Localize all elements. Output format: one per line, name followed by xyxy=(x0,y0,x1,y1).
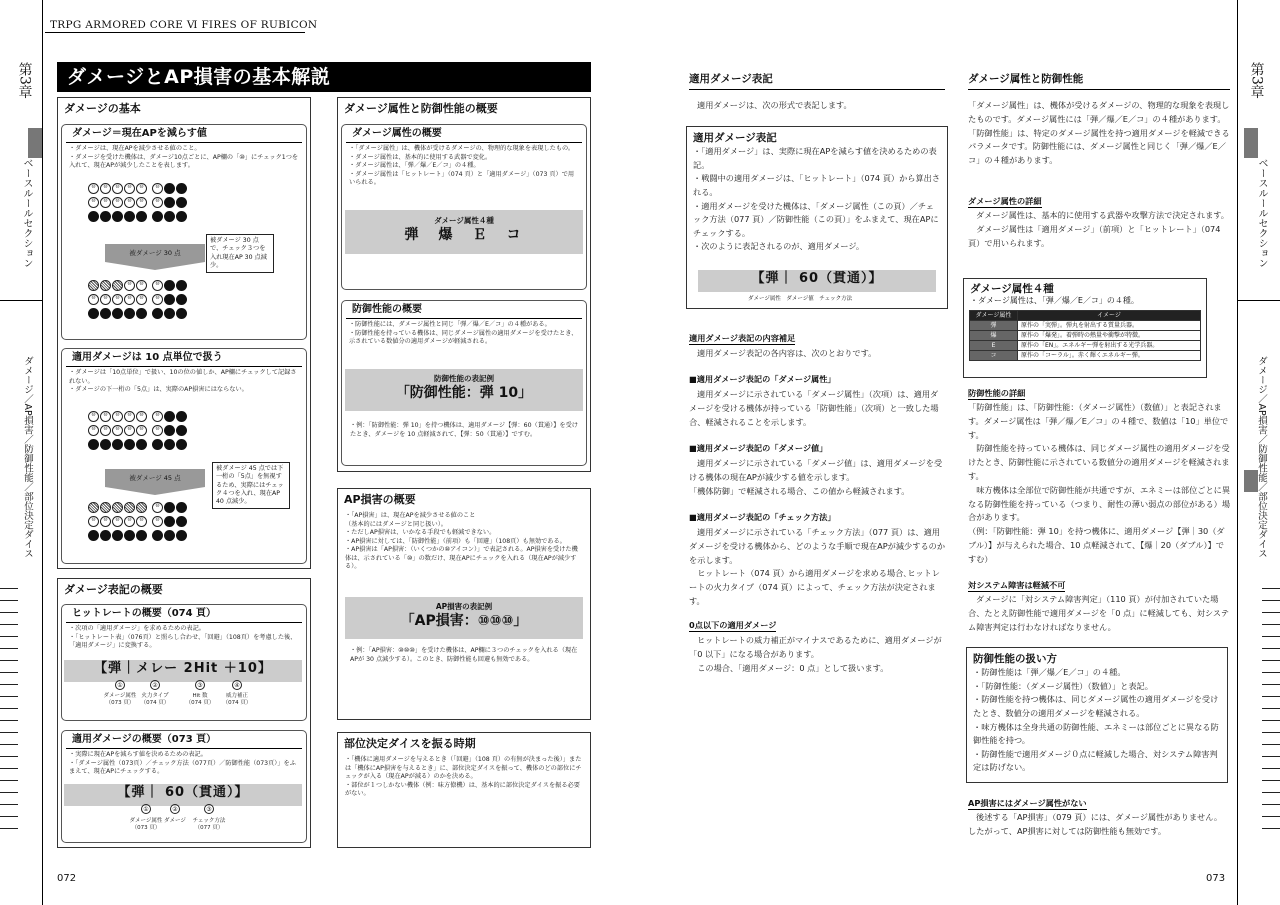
ap-circle-filled xyxy=(176,280,187,291)
section-label-right: ベースルールセクション xyxy=(1256,158,1267,268)
ap-circle-filled xyxy=(176,502,187,513)
attr-key: 弾 xyxy=(970,320,1018,330)
label-caption: ダメージ xyxy=(164,818,186,824)
ap-circle: ⑩ xyxy=(124,280,135,291)
ap-circle: ⑩ xyxy=(152,425,163,436)
ap-circle: ⑩ xyxy=(136,197,147,208)
r2-sub4-text: 後述する「AP損害」（079 頁）には、ダメージ属性がありません。したがって、AP損害に対しては防御性能も無効です。 xyxy=(968,812,1223,836)
ap-circle-filled xyxy=(136,530,147,541)
attr-desc: 原作の「EN」。エネルギー弾を射出する光学兵器。 xyxy=(1018,340,1201,350)
defense-example-label: 防御性能の表記例 xyxy=(434,374,494,383)
part-dice-panel xyxy=(337,732,591,848)
ten-point-card-title: 適用ダメージは 10 点単位で扱う xyxy=(66,349,302,367)
r1-box-example xyxy=(698,270,936,292)
attr-table-head-0: ダメージ属性 xyxy=(970,310,1018,320)
ap-circle-filled xyxy=(88,439,99,450)
ap-circle-filled xyxy=(164,294,175,305)
ap-circle-filled xyxy=(176,308,187,319)
ap-circle-filled xyxy=(164,516,175,527)
r2-box xyxy=(966,647,1228,783)
ap-circle-filled xyxy=(88,308,99,319)
ap-gap xyxy=(148,502,151,514)
ap-track-row xyxy=(88,280,187,292)
ap-track-row xyxy=(88,211,187,223)
spine-divider xyxy=(0,300,42,301)
ap-circle: ⑩ xyxy=(100,425,111,436)
attr-table xyxy=(969,310,1201,361)
ap-gap xyxy=(148,439,151,451)
table-row xyxy=(970,340,1201,350)
hitrate-example xyxy=(64,660,302,682)
ap-circle: ⑩ xyxy=(88,183,99,194)
attr-desc: 原作の「実弾」。弾丸を射出する質量兵器。 xyxy=(1018,320,1201,330)
r1-box-example-text: 【弾｜ 60（貫通）】 xyxy=(751,271,883,286)
ap-damage-text: ・「AP損害」は、現在APを減少させる値のこと （基本的にはダメージと同じ扱い）。 ・ただしAP損害は、いかなる手段でも軽減できない。 ・AP損害に対しては、「防御性能」（前項）も「回避」（108頁）も無効である。 ・AP損害は「AP損害：（いくつかの⑩アイコン）」で表記される。AP損害を受けた機体は、示されている「⑩」の数だけ、現在APにチェックを入れる（現在APが減少する）。 xyxy=(345,512,578,570)
hitrate-card-text: ・次項の「適用ダメージ」を求めるための表記。 ・「ヒットレート表」（076頁）と照らし合わせ、「回避」（108頁）を考慮した後、「適用ダメージ」に変換する。 xyxy=(69,625,297,649)
page-title: ダメージとAP損害の基本解説 xyxy=(57,62,591,92)
r1-b3-text: 適用ダメージに示されている「チェック方法」（077 頁）は、適用ダメージを受ける機体から、どのような手順で現在APが減少するのかを示します。 ヒットレート（074 頁）から適用ダメージを求める場合､ヒットレートの火力タイプ（074 頁）によって、チェック方法が決定されます。 xyxy=(689,527,946,606)
ap-circle-filled xyxy=(124,439,135,450)
r2-box-line: ・「防御性能：（ダメージ属性）（数値）」と表記。 xyxy=(973,680,1153,691)
spine-divider-right xyxy=(1237,300,1280,301)
ap-circle: ⑩ xyxy=(152,197,163,208)
ap-track-row xyxy=(88,308,187,320)
ap-circle: ⑩ xyxy=(152,411,163,422)
r1-sub2: 0点以下の適用ダメージ xyxy=(689,620,776,632)
ap-gap xyxy=(148,280,151,292)
ap-circle-checked xyxy=(112,502,123,513)
ap-gap xyxy=(148,197,151,209)
r2-sub1: ダメージ属性の詳細 xyxy=(968,196,1042,208)
ap-circle-filled xyxy=(176,516,187,527)
ap-circle-checked xyxy=(124,502,135,513)
ap-circle: ⑩ xyxy=(124,411,135,422)
applied-damage-card-title: 適用ダメージの概要（073 頁） xyxy=(66,731,302,749)
attr-desc: 原作の「爆発」。着弾時の熱量や衝撃が特徴。 xyxy=(1018,330,1201,340)
r1-box-labels: ダメージ属性 ダメージ値 チェック方法 xyxy=(748,296,853,302)
ap-circle: ⑩ xyxy=(88,425,99,436)
page-number-right: 073 xyxy=(1206,873,1226,884)
applied-damage-example xyxy=(64,784,302,806)
running-header: TRPG ARMORED CORE Ⅵ FIRES OF RUBICON xyxy=(50,19,318,31)
ap-circle-filled xyxy=(152,308,163,319)
part-dice-text: ・「機体に適用ダメージを与えるとき（「回避」（108 頁）の有無が決まった後）」または「機体にAP損害を与えるとき」に、部位決定ダイスを振って、機体のどの部位にチェックが入る（現在APが減る）のかを決める。 ・部位が１つしかない機体（例：味方僚機）は、基本的に部位決定ダイスを振る必要がない。 xyxy=(345,756,582,797)
spine-rule xyxy=(42,0,43,905)
ap-circle-checked xyxy=(136,502,147,513)
ap-circle: ⑩ xyxy=(112,197,123,208)
ap-circle: ⑩ xyxy=(100,516,111,527)
label-number: ① xyxy=(115,680,125,690)
ap-circle: ⑩ xyxy=(152,183,163,194)
ap-circle-filled xyxy=(112,530,123,541)
ap-track-row xyxy=(88,516,187,528)
ap-circle-checked xyxy=(112,280,123,291)
ap-circle-checked xyxy=(88,502,99,513)
ap-circle-filled xyxy=(176,197,187,208)
spine-rule-right xyxy=(1237,0,1238,905)
ap-circle: ⑩ xyxy=(100,294,111,305)
ap-gap xyxy=(148,411,151,423)
page-number-left: 072 xyxy=(57,873,77,884)
ap-circle-filled xyxy=(152,439,163,450)
ap-track-row xyxy=(88,530,187,542)
ap-circle: ⑩ xyxy=(88,516,99,527)
ap-gap xyxy=(148,183,151,195)
ap-circle: ⑩ xyxy=(124,294,135,305)
chapter-label-right xyxy=(1244,62,1268,104)
attr-table-head-1: イメージ xyxy=(1018,310,1201,320)
r1-b2: ■適用ダメージ表記の「ダメージ値」 xyxy=(689,443,828,453)
chapter-text-right: 第3章 xyxy=(1248,62,1265,99)
ap-circle: ⑩ xyxy=(88,294,99,305)
r1-heading: 適用ダメージ表記 xyxy=(689,72,945,90)
r2-box-line: ・味方機体は全身共通の防御性能、エネミーは部位ごとに異なる防御性能を持つ。 xyxy=(973,721,1219,746)
ap-circle: ⑩ xyxy=(100,411,111,422)
ap-circle-filled xyxy=(164,280,175,291)
ap-circle: ⑩ xyxy=(88,411,99,422)
ap-track-row xyxy=(88,183,187,195)
ap-gap xyxy=(148,530,151,542)
ap-circle: ⑩ xyxy=(136,280,147,291)
ap-circle-filled xyxy=(100,530,111,541)
table-row xyxy=(970,320,1201,330)
defense-card-text: ・防御性能には、ダメージ属性と同じ「弾／爆／E／コ」の４種がある。 ・防御性能を持っている機体は、同じダメージ属性の適用ダメージを受けたとき、示されている数値分の適用ダメージが軽減される。 xyxy=(349,321,578,345)
label-number: ③ xyxy=(204,804,214,814)
ap-circle-checked xyxy=(88,280,99,291)
table-row xyxy=(970,350,1201,360)
r1-box-line: ・「適用ダメージ」は、実際に現在APを減らす値を決めるための表記。 xyxy=(693,146,937,170)
chapter-label xyxy=(12,62,36,104)
spine-ruler xyxy=(0,588,18,840)
r2-box-lines xyxy=(967,666,1227,775)
ap-circle-filled xyxy=(124,530,135,541)
attr-card-text: ・「ダメージ属性」は、機体が受けるダメージの、物理的な現象を表現したもの。 ・ダメージ属性は、基本的に使用する武器で変化。 ・ダメージ属性は、「弾／爆／E／コ」の４種。 ・ダメージ属性は「ヒットレート」（074 頁）と「適用ダメージ」（073 頁）で用いられる。 xyxy=(349,145,575,186)
r1-b3: ■適用ダメージ表記の「チェック方法」 xyxy=(689,512,836,522)
ap-circle: ⑩ xyxy=(112,411,123,422)
damage-note-30: 被ダメージ 30 点で、チェック３つを入れ現在AP 30 点減少。 xyxy=(206,234,274,273)
attr-card-title: ダメージ属性の概要 xyxy=(346,125,582,143)
ap-track-row xyxy=(88,197,187,209)
r1-box-line: ・戦闘中の適用ダメージは、「ヒットレート」（074 頁）から算出される。 xyxy=(693,173,941,197)
applied-damage-example-text: 【弾｜ 60（貫通）】 xyxy=(117,785,249,800)
ap-track-row xyxy=(88,502,187,514)
defense-example-value: 「防御性能：弾 10」 xyxy=(395,385,533,402)
label-caption: Hit 数 （074 頁） xyxy=(185,693,215,706)
attr-table-title: ダメージ属性４種 xyxy=(970,283,1054,295)
ap-example-label: AP損害の表記例 xyxy=(435,602,493,611)
ten-point-card-text: ・ダメージは「10点単位」で扱い、10の位の値しか、AP欄にチェックして記録されない。 ・ダメージの下一桁の「5点」は、実際のAP損害にはならない。 xyxy=(69,369,297,393)
ap-circle-filled xyxy=(164,439,175,450)
ap-damage-example xyxy=(345,597,583,639)
ap-circle-filled xyxy=(152,211,163,222)
damage-arrow-30: 被ダメージ 30 点 xyxy=(105,244,205,262)
defense-card-title: 防御性能の概要 xyxy=(346,301,582,319)
attr-table-box xyxy=(963,278,1207,378)
r1-box-lines xyxy=(687,145,947,254)
r1-sub1-text: 適用ダメージ表記の各内容は、次のとおりです。 xyxy=(697,348,877,358)
ap-circle-filled xyxy=(164,197,175,208)
ap-circle: ⑩ xyxy=(112,183,123,194)
ap-damage-note: ・例：「AP損害：⑩⑩⑩」を受けた機体は、AP欄に３つのチェックを入れる（現在APが 30 点減少する）。このとき、防御性能も回避も無効である。 xyxy=(350,647,578,663)
r2-heading: ダメージ属性と防御性能 xyxy=(968,72,1230,90)
hitrate-example-text: 【弾｜メレー 2Hit ＋10】 xyxy=(94,661,272,676)
r1-b2-text: 適用ダメージに示されている「ダメージ値」は、適用ダメージを受ける機体の現在APが減少する値を示します。 「機体防御」で軽減される場合、この値から軽減されます。 xyxy=(689,458,943,496)
ap-circle-filled xyxy=(176,439,187,450)
r2-box-line: ・防御性能を持つ機体は、同じダメージ属性の適用ダメージを受けたとき、数値分の適用ダメージを軽減される。 xyxy=(973,694,1219,718)
ap-circle-filled xyxy=(176,294,187,305)
ap-circle-filled xyxy=(152,530,163,541)
ap-circle: ⑩ xyxy=(136,294,147,305)
r2-sub3-text: ダメージに「対システム障害判定」（110 頁）が付加されていた場合、たとえ防御性能で適用ダメージを「0 点」に軽減しても、対システム障害判定は行わなければなりません。 xyxy=(968,594,1230,632)
r1-sub1: 適用ダメージ表記の内容補足 xyxy=(689,333,795,345)
ap-circle: ⑩ xyxy=(100,183,111,194)
ap-gap xyxy=(148,308,151,320)
label-caption: チェック方法 （077 頁） xyxy=(192,818,226,831)
ap-gap xyxy=(148,516,151,528)
r2-box-line: ・防御性能は「弾／爆／E／コ」の４種。 xyxy=(973,667,1126,678)
ap-circle: ⑩ xyxy=(112,294,123,305)
ap-circle-filled xyxy=(100,308,111,319)
ap-circle-filled xyxy=(88,530,99,541)
attr-key: コ xyxy=(970,350,1018,360)
ap-circle-filled xyxy=(176,530,187,541)
ap-circle: ⑩ xyxy=(152,294,163,305)
label-number: ① xyxy=(141,804,151,814)
ap-circle: ⑩ xyxy=(152,502,163,513)
r2-intro: 「ダメージ属性」は、機体が受けるダメージの、物理的な現象を表現したものです。ダメージ属性には「弾／爆／E／コ」の４種があります。 「防御性能」は、特定のダメージ属性を持つ適用ダメージを軽減できるパラメータです。防御性能には、ダメージ属性と同じく「弾／爆／E／コ」の４種があります。 xyxy=(968,100,1230,166)
attr-card xyxy=(341,124,587,290)
damage-card-title: ダメージ＝現在APを減らす値 xyxy=(66,125,302,143)
part-dice-heading: 部位決定ダイスを振る時期 xyxy=(344,737,476,750)
r2-sub2-text: 「防御性能」は、「防御性能：（ダメージ属性）（数値）」と表記されます。ダメージ属性は「弾／爆／E／コ」の４種で、数値は「10」単位です。 防御性能を持っている機体は、同じダメージ属性の適用ダメージを受けたとき、防御性能に示されている数値分の適用ダメージを軽減されます。 味方機体は全部位で防御性能が共通ですが、エネミーは部位ごとに異なる防御性能を持っている（つまり、耐性の薄い弱点の部位がある）場合があります。 （例：「防御性能：弾 10」を持つ機体に、適用ダメージ【弾｜30（ダブル）】が与えられた場合、10 点軽減されて、【爆｜20（ダブル）】ですむ） xyxy=(968,402,1231,564)
r1-b1: ■適用ダメージ表記の「ダメージ属性」 xyxy=(689,374,836,384)
r2-box-line: ・防御性能で適用ダメージ０点に軽減した場合、対システム障害判定は防げない。 xyxy=(973,748,1218,773)
ap-damage-heading: AP損害の概要 xyxy=(344,493,416,506)
label-number: ② xyxy=(170,804,180,814)
attr-desc: 原作の「コーラル」。赤く輝くエネルギー弾。 xyxy=(1018,350,1201,360)
ap-circle-filled xyxy=(112,439,123,450)
r1-box-title: 適用ダメージ表記 xyxy=(693,132,777,144)
ap-circle: ⑩ xyxy=(152,280,163,291)
ap-circle-filled xyxy=(164,502,175,513)
ap-circle: ⑩ xyxy=(88,197,99,208)
ap-circle-filled xyxy=(164,211,175,222)
damage-arrow-45: 被ダメージ 45 点 xyxy=(105,469,205,487)
ap-track-row xyxy=(88,425,187,437)
ap-circle: ⑩ xyxy=(124,425,135,436)
damage-arrow-30-tip xyxy=(105,262,205,270)
label-caption: 威力補正 （074 頁） xyxy=(222,693,252,706)
ap-circle-filled xyxy=(112,308,123,319)
attr-key: 爆 xyxy=(970,330,1018,340)
r1-sub2-text: ヒットレートの威力補正がマイナスであるために、適用ダメージが「0 以下」になる場合があります。 この場合、「適用ダメージ：0 点」として扱います。 xyxy=(689,635,942,673)
r1-box-line: ・次のように表記されるのが、適用ダメージ。 xyxy=(693,241,865,252)
ap-circle: ⑩ xyxy=(136,411,147,422)
r1-intro: 適用ダメージは、次の形式で表記します。 xyxy=(697,100,852,110)
ap-circle-filled xyxy=(136,439,147,450)
defense-note: ・例：「防御性能：弾 10」を持つ機体は、適用ダメージ【弾：60（貫通）】を受けたとき、ダメージを 10 点軽減されて、【弾：50（貫通）】ですむ。 xyxy=(350,422,578,438)
ap-circle-filled xyxy=(136,211,147,222)
label-number: ② xyxy=(150,680,160,690)
r1-box-line: ・適用ダメージを受けた機体は、「ダメージ属性（この頁）／チェック方法（077 頁）／防御性能（この頁）」をふまえて、現在APにチェックする。 xyxy=(693,200,939,238)
ap-circle-filled xyxy=(164,183,175,194)
r2-box-title: 防御性能の扱い方 xyxy=(973,653,1057,665)
ap-example-value: 「AP損害：⑩⑩⑩」 xyxy=(400,613,528,630)
ap-circle-filled xyxy=(124,211,135,222)
attr-table-subtitle: ・ダメージ属性は、「弾／爆／E／コ」の４種。 xyxy=(970,296,1139,306)
damage-arrow-45-tip xyxy=(105,487,205,495)
ap-circle-filled xyxy=(176,211,187,222)
r2-sub3: 対システム障害は軽減不可 xyxy=(968,580,1065,592)
ap-circle-checked xyxy=(100,280,111,291)
damage-basics-heading: ダメージの基本 xyxy=(64,102,141,115)
ap-circle: ⑩ xyxy=(124,183,135,194)
ap-circle-filled xyxy=(176,425,187,436)
attr-example-label: ダメージ属性４種 xyxy=(434,216,494,225)
r2-sub4: AP損害にはダメージ属性がない xyxy=(968,798,1087,810)
ap-circle: ⑩ xyxy=(100,197,111,208)
ap-circle: ⑩ xyxy=(136,516,147,527)
subsection-label: ダメージ／AP損害／防御性能／部位決定ダイス xyxy=(22,356,33,559)
ap-gap xyxy=(148,211,151,223)
ap-track-row xyxy=(88,294,187,306)
ap-circle-filled xyxy=(164,411,175,422)
ap-circle-filled xyxy=(164,425,175,436)
attr-key: E xyxy=(970,340,1018,350)
spine-ruler-right xyxy=(1262,588,1280,840)
label-number: ④ xyxy=(232,680,242,690)
ap-circle: ⑩ xyxy=(136,183,147,194)
attr-example xyxy=(345,210,583,254)
label-number: ③ xyxy=(195,680,205,690)
label-caption: 火力タイプ （074 頁） xyxy=(140,693,170,706)
ap-circle-filled xyxy=(100,439,111,450)
defense-example xyxy=(345,369,583,411)
r2-sub2: 防御性能の詳細 xyxy=(968,388,1025,400)
ap-circle-filled xyxy=(136,308,147,319)
ap-circle-filled xyxy=(88,211,99,222)
ap-track-row xyxy=(88,411,187,423)
applied-damage-card-text: ・実際に現在APを減らす値を決めるための表記。 ・「ダメージ属性（073頁）／チェック方法（077頁）／防御性能（073頁）」をふまえて、現在APにチェックする。 xyxy=(69,751,296,775)
ap-circle-filled xyxy=(124,308,135,319)
notation-heading: ダメージ表記の概要 xyxy=(64,583,163,596)
table-row xyxy=(970,330,1201,340)
damage-note-45: 被ダメージ 45 点では下一桁の「5点」を無視するため、実際にはチェック４つを入れ、現在AP 40 点減少。 xyxy=(212,462,290,509)
ap-circle-filled xyxy=(176,183,187,194)
r1-b1-text: 適用ダメージに示されている「ダメージ属性」（次項）は、適用ダメージを受ける機体が持っている「防御性能」（次項）と一致した場合、軽減されることを示します。 xyxy=(689,389,939,427)
ap-circle: ⑩ xyxy=(112,516,123,527)
ap-gap xyxy=(148,425,151,437)
chapter-text: 第3章 xyxy=(16,62,33,99)
ap-circle: ⑩ xyxy=(124,516,135,527)
ap-circle: ⑩ xyxy=(124,197,135,208)
damage-card-text: ・ダメージは、現在APを減少させる値のこと。 ・ダメージを受けた機体は、ダメージ10点ごとに、AP欄の「⑩」にチェック1つを入れて、現在APが減少したことを表します。 xyxy=(69,145,299,169)
label-caption: ダメージ属性 （073 頁） xyxy=(103,693,137,706)
ap-circle-checked xyxy=(100,502,111,513)
attr-example-value: 弾 爆 Ｅ コ xyxy=(404,227,524,244)
attr-defense-heading: ダメージ属性と防御性能の概要 xyxy=(344,102,498,115)
ap-gap xyxy=(148,294,151,306)
r2-sub1-text: ダメージ属性は、基本的に使用する武器や攻撃方法で決定されます。 ダメージ属性は「適用ダメージ」（前項）と「ヒットレート」（074 頁）で用いられます。 xyxy=(968,210,1229,248)
hitrate-card-title: ヒットレートの概要（074 頁） xyxy=(66,605,302,623)
ap-circle-filled xyxy=(164,308,175,319)
ap-circle-filled xyxy=(100,211,111,222)
label-caption: ダメージ属性 （073 頁） xyxy=(129,818,163,831)
subsection-label-right: ダメージ／AP損害／防御性能／部位決定ダイス xyxy=(1256,356,1267,559)
ap-circle-filled xyxy=(164,530,175,541)
ap-circle: ⑩ xyxy=(152,516,163,527)
section-label: ベースルールセクション xyxy=(21,158,32,268)
ap-circle: ⑩ xyxy=(112,425,123,436)
ap-circle-filled xyxy=(112,211,123,222)
ap-circle: ⑩ xyxy=(136,425,147,436)
ap-track-row xyxy=(88,439,187,451)
ap-circle-filled xyxy=(176,411,187,422)
header-rule xyxy=(45,32,305,33)
